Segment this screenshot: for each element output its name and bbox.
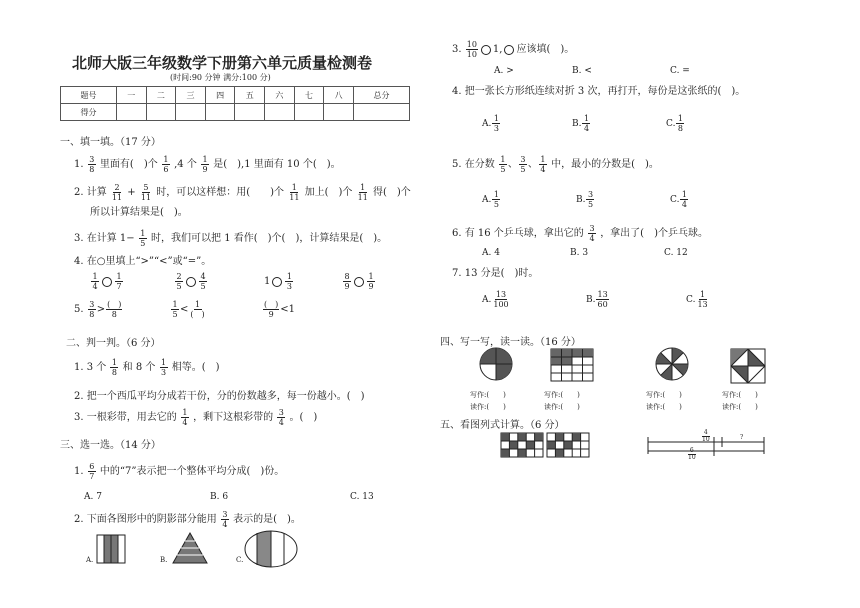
option-b[interactable]: B. 6 (210, 492, 229, 502)
fraction: $\frac{8}{9}$ (344, 272, 350, 291)
segment-label-right: ? (740, 434, 744, 441)
question-1-5c (262, 300, 295, 319)
q-text: 相等。( ) (171, 362, 220, 373)
strip-figure-1 (500, 432, 544, 458)
q-text: 1, (492, 44, 503, 55)
q-text: 中的“7”表示把一个整体平均分成( )份。 (99, 466, 285, 477)
q-text: ，拿出了( )个乒乓球。 (600, 228, 708, 239)
score-header-cell: 五 (235, 87, 265, 104)
score-row-label: 得分 (61, 104, 117, 121)
option-c[interactable]: C. = (670, 66, 690, 76)
question-1-5 (74, 300, 123, 319)
fraction: $\frac{2}{11}$ (111, 183, 123, 202)
section-4-title: 四、写一写，读一读。（16 分） (440, 337, 581, 348)
compare-row (342, 272, 376, 291)
option-c[interactable]: C. $\frac{1}{4}$ (670, 190, 687, 209)
fraction: $\frac{1}{9}$ (202, 155, 208, 174)
question-3-1 (74, 462, 284, 481)
option-a[interactable]: A. $\frac{1}{3}$ (482, 114, 499, 133)
q-text: 1. (74, 466, 84, 477)
option-c[interactable]: C. (236, 556, 244, 564)
score-input-cell[interactable] (176, 104, 206, 121)
score-input-cell[interactable] (294, 104, 324, 121)
write-label: 写作:( ) (470, 391, 506, 399)
q-text: 时，可以这样想：用( )个 (156, 187, 285, 198)
question-2-3 (74, 408, 317, 427)
option-b[interactable]: B. $\frac{3}{5}$ (576, 190, 594, 209)
section-3-title: 三、选一选。（14 分） (60, 440, 161, 451)
question-3-6 (452, 224, 708, 243)
q-text: 1. 3 个 (74, 362, 107, 373)
score-header-cell: 四 (205, 87, 235, 104)
q-text: 5. (74, 304, 84, 315)
compare-circle[interactable] (481, 45, 491, 55)
circle-figure-sectors (654, 346, 690, 382)
fraction: $\frac{1}{3}$ (161, 358, 167, 377)
write-label: 写作:( ) (544, 391, 580, 399)
fraction: $\frac{1}{5}$ (500, 155, 506, 174)
circle-figure-half (478, 346, 514, 382)
q-text: 应该填( )。 (516, 44, 575, 55)
question-1-3 (74, 229, 387, 248)
option-c[interactable]: C. 12 (664, 248, 688, 258)
fraction: $\frac{1}{3}$ (286, 272, 292, 291)
fraction: $\frac{1}{4}$ (540, 155, 546, 174)
compare-row (90, 272, 124, 291)
fraction: ( ) 8 (107, 300, 122, 319)
q-text: + (127, 187, 136, 198)
score-header-cell: 总分 (353, 87, 409, 104)
q-text: 2. 计算 (74, 187, 107, 198)
square-figure-triangles (730, 348, 766, 384)
q-text: 2. 下面各图形中的阴影部分能用 (74, 514, 217, 525)
option-a[interactable]: A. (86, 556, 94, 564)
question-1-4: 4. 在○里填上“>”“<”或“=”。 (74, 256, 212, 267)
fraction: $\frac{1}{5}$ (172, 300, 178, 319)
q-text: 时，我们可以把 1 看作( )个( )，计算结果是( )。 (151, 233, 388, 244)
fraction: $\frac{1}{11}$ (289, 183, 300, 202)
q-text: 3. (452, 44, 462, 55)
question-3-5: 5. 在分数 $\frac{1}{5}$ 、 $\frac{3}{5}$ 、 $\frac{1}{4}$ 中，最小的分数是( )。 (452, 155, 659, 174)
fraction: $\frac{6}{7}$ (89, 462, 95, 481)
q-text: 1. (74, 159, 84, 170)
fraction: ( ) 9 (264, 300, 279, 319)
q-text: 得( )个 (373, 187, 411, 198)
compare-circle[interactable] (354, 277, 364, 287)
option-a[interactable]: A. > (494, 66, 514, 76)
q-text: < (180, 304, 189, 315)
score-header-cell: 二 (146, 87, 176, 104)
section-1-title: 一、填一填。（17 分） (60, 137, 161, 148)
question-1-5b (170, 300, 207, 319)
option-b[interactable]: B. 3 (570, 248, 589, 258)
fraction: 1 ( ) (190, 300, 205, 319)
question-2-1 (74, 358, 220, 377)
score-value-row (61, 104, 410, 121)
section-5-title: 五、看图列式计算。（6 分） (440, 420, 565, 431)
fraction: $\frac{3}{8}$ (89, 300, 95, 319)
option-a[interactable]: A. 4 (482, 248, 500, 258)
fraction: $\frac{3}{5}$ (520, 155, 526, 174)
read-label: 读作:( ) (470, 403, 506, 411)
compare-circle[interactable] (102, 277, 112, 287)
score-input-cell[interactable] (353, 104, 409, 121)
fraction: $\frac{1}{9}$ (368, 272, 374, 291)
grid-figure (550, 348, 594, 382)
q-text: 中，最小的分数是( )。 (551, 159, 659, 170)
option-c[interactable]: C. $\frac{1}{13}$ (686, 290, 708, 309)
q-text: ，剩下这根彩带的 (193, 412, 274, 423)
page-title: 北师大版三年级数学下册第六单元质量检测卷 (72, 54, 373, 72)
question-1-2-line2: 所以计算结果是( )。 (90, 207, 188, 218)
section-2-title: 二、判一判。（6 分） (66, 338, 161, 349)
option-a[interactable]: A. $\frac{13}{100}$ (482, 290, 509, 309)
fraction: $\frac{1}{6}$ (163, 155, 169, 174)
score-header-cell: 七 (294, 87, 324, 104)
strip-figure-2 (546, 432, 590, 458)
fraction: $\frac{1}{4}$ (182, 408, 188, 427)
rectangle-figure (96, 534, 126, 564)
question-1-2 (74, 183, 411, 202)
score-input-cell[interactable] (205, 104, 235, 121)
q-text: 是( ),1 里面有 10 个( )。 (213, 159, 341, 170)
question-1-1 (74, 155, 341, 174)
question-3-2 (74, 510, 301, 529)
question-3-3 (452, 40, 574, 59)
q-text: 加上( )个 (304, 187, 353, 198)
score-header-cell: 题号 (61, 87, 117, 104)
fraction: $\frac{4}{5}$ (200, 272, 206, 291)
fraction: $\frac{3}{8}$ (89, 155, 95, 174)
fraction: $\frac{3}{4}$ (278, 408, 284, 427)
score-header-cell: 一 (116, 87, 146, 104)
option-c[interactable]: C. $\frac{1}{8}$ (666, 114, 683, 133)
option-a[interactable]: A. 7 (84, 492, 102, 502)
compare-row (174, 272, 208, 291)
score-input-cell[interactable] (116, 104, 146, 121)
question-3-7: 7. 13 分是( )时。 (452, 268, 539, 279)
q-text: 3. 一根彩带，用去它的 (74, 412, 177, 423)
fraction: $\frac{5}{11}$ (140, 183, 152, 202)
question-2-2: 2. 把一个西瓜平均分成若干份，分的份数越多，每一份越小。( ) (74, 391, 365, 402)
write-label: 写作:( ) (646, 391, 682, 399)
question-3-4: 4. 把一张长方形纸连续对折 3 次，再打开，每份是这张纸的( )。 (452, 86, 746, 97)
page-subtitle: (时间:90 分钟 满分:100 分) (170, 73, 271, 82)
fraction: $\frac{1}{5}$ (140, 229, 146, 248)
fraction: $\frac{3}{4}$ (222, 510, 228, 529)
fraction: $\frac{1}{7}$ (116, 272, 122, 291)
triangle-figure (172, 532, 208, 564)
q-text: 表示的是( )。 (233, 514, 301, 525)
option-b[interactable]: B. $\frac{13}{60}$ (586, 290, 608, 309)
q-text: 和 8 个 (122, 362, 156, 373)
fraction: $\frac{1}{11}$ (357, 183, 368, 202)
option-b[interactable]: B. (160, 556, 168, 564)
fraction: $\frac{10}{10}$ (466, 40, 477, 59)
option-b[interactable]: B. < (572, 66, 592, 76)
q-text: 里面有( )个 (99, 159, 158, 170)
score-input-cell[interactable] (235, 104, 265, 121)
compare-circle[interactable] (504, 45, 514, 55)
q-text: 。( ) (289, 412, 318, 423)
q-text: ,4 个 (174, 159, 197, 170)
compare-row (264, 272, 294, 291)
option-c[interactable]: C. 13 (350, 492, 374, 502)
read-label: 读作:( ) (722, 403, 758, 411)
q-text: 6. 有 16 个乒乓球，拿出它的 (452, 228, 584, 239)
q-text: 3. 在计算 1− (74, 233, 135, 244)
compare-circle[interactable] (272, 277, 282, 287)
read-label: 读作:( ) (544, 403, 580, 411)
segment-label-bottom: 6 10 (688, 447, 696, 461)
score-input-cell[interactable] (146, 104, 176, 121)
q-text: <1 (280, 304, 295, 315)
fraction: $\frac{2}{5}$ (176, 272, 182, 291)
fraction: $\frac{3}{4}$ (589, 224, 595, 243)
read-label: 读作:( ) (646, 403, 682, 411)
ellipse-figure (244, 530, 298, 568)
fraction: $\frac{1}{4}$ (92, 272, 98, 291)
q-text: 5. 在分数 (452, 159, 495, 170)
score-header-cell: 八 (324, 87, 354, 104)
q-text: 1 (264, 276, 271, 287)
score-header-cell: 六 (265, 87, 295, 104)
write-label: 写作:( ) (722, 391, 758, 399)
score-header-cell: 三 (176, 87, 206, 104)
q-text: > (96, 304, 106, 315)
segment-label-top: 4 10 (702, 429, 710, 443)
option-b[interactable]: B. $\frac{1}{4}$ (572, 114, 590, 133)
score-header-row (61, 87, 410, 104)
fraction: $\frac{1}{8}$ (111, 358, 117, 377)
option-a[interactable]: A. $\frac{1}{5}$ (482, 190, 499, 209)
compare-circle[interactable] (186, 277, 196, 287)
score-input-cell[interactable] (324, 104, 354, 121)
score-input-cell[interactable] (265, 104, 295, 121)
score-table (60, 86, 410, 121)
